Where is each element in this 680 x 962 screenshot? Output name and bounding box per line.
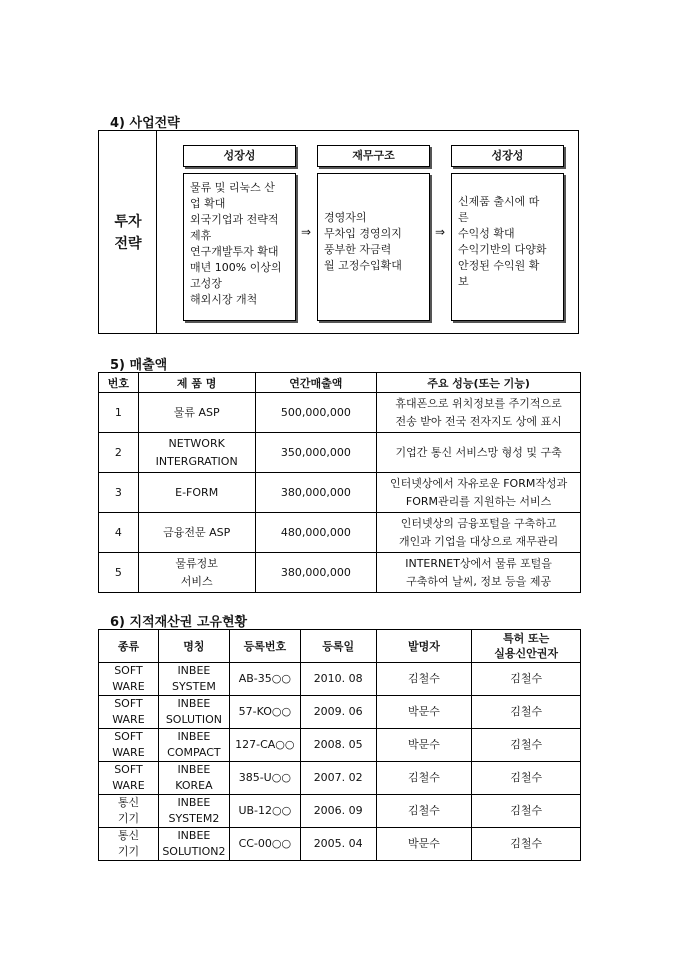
type-line: 통신 — [117, 829, 140, 842]
table-row — [99, 553, 581, 593]
feature-line: 구축하여 날씨, 정보 등을 제공 — [406, 574, 552, 588]
name-line: KOREA — [175, 779, 213, 792]
inventor-cell: 박문수 — [376, 828, 472, 861]
table-row — [99, 473, 581, 513]
number-cell: 2 — [99, 433, 139, 473]
content-line: 풍부한 자금력 — [324, 243, 392, 256]
type-cell — [99, 696, 159, 729]
number-cell: 3 — [99, 473, 139, 513]
inventor-cell: 박문수 — [376, 729, 472, 762]
type-cell — [99, 795, 159, 828]
name-line: INBEE — [177, 763, 211, 776]
type-cell — [99, 729, 159, 762]
type-line: SOFT — [114, 697, 143, 710]
investment-strategy-label — [99, 211, 157, 255]
reg-no-cell: CC-00○○ — [229, 828, 300, 861]
product-line: 물류 ASP — [173, 405, 220, 419]
header-cell: 연간매출액 — [255, 373, 377, 393]
name-line: SOLUTION — [165, 713, 222, 726]
table-row — [99, 795, 581, 828]
content-line: 안정된 수익원 확 — [458, 259, 540, 272]
product-line: E-FORM — [175, 485, 219, 499]
header-cell: 발명자 — [376, 630, 472, 663]
table-row — [99, 663, 581, 696]
content-line: 경영자의 — [324, 211, 367, 224]
inventor-cell: 김철수 — [376, 663, 472, 696]
header-cell: 종류 — [99, 630, 159, 663]
type-cell — [99, 828, 159, 861]
content-line: 무차입 경영의지 — [324, 227, 402, 240]
reg-no-cell: 385-U○○ — [229, 762, 300, 795]
number-cell: 5 — [99, 553, 139, 593]
header-cell: 등록일 — [300, 630, 376, 663]
growth-content-1 — [183, 173, 296, 321]
header-line: 특허 또는 — [502, 632, 550, 645]
feature-cell — [377, 473, 581, 513]
type-line: 기기 — [117, 845, 140, 858]
table-row — [99, 393, 581, 433]
table-row — [99, 762, 581, 795]
product-line: NETWORK — [168, 436, 225, 450]
content-line: 수익기반의 다양화 — [458, 243, 547, 256]
type-line: SOFT — [114, 763, 143, 776]
inventor-cell: 김철수 — [376, 795, 472, 828]
header-cell: 제 품 명 — [138, 373, 255, 393]
sales-header-row — [99, 373, 581, 393]
date-cell: 2006. 09 — [300, 795, 376, 828]
content-line: 보 — [458, 275, 469, 288]
growth-header-2: 성장성 — [451, 145, 564, 167]
name-cell — [158, 729, 229, 762]
section-6-title: 6) 지적재산권 고유현황 — [110, 615, 248, 630]
name-line: INBEE — [177, 730, 211, 743]
arrow-right-icon: ⇒ — [301, 225, 312, 239]
header-line: 실용신안권자 — [494, 647, 559, 660]
content-line: 업 확대 — [190, 197, 226, 210]
section-4-title: 4) 사업전략 — [110, 116, 180, 131]
table-row — [99, 433, 581, 473]
feature-line: 인터넷상의 금융포털을 구축하고 — [400, 516, 557, 530]
name-line: INBEE — [177, 829, 211, 842]
product-cell — [138, 513, 255, 553]
revenue-cell: 380,000,000 — [255, 553, 377, 593]
header-cell: 주요 성능(또는 기능) — [377, 373, 581, 393]
type-line: 통신 — [117, 796, 140, 809]
header-cell: 등록번호 — [229, 630, 300, 663]
name-line: SYSTEM — [171, 680, 216, 693]
content-line: 신제품 출시에 따 — [458, 195, 540, 208]
ip-header-row — [99, 630, 581, 663]
date-cell: 2005. 04 — [300, 828, 376, 861]
name-line: COMPACT — [167, 746, 221, 759]
content-line: 수익성 확대 — [458, 227, 515, 240]
feature-cell — [377, 513, 581, 553]
feature-line: INTERNET상에서 물류 포털을 — [405, 556, 552, 570]
reg-no-cell: UB-12○○ — [229, 795, 300, 828]
name-line: INBEE — [177, 664, 211, 677]
type-cell — [99, 762, 159, 795]
type-line: SOFT — [114, 664, 143, 677]
type-line: 기기 — [117, 812, 140, 825]
label-line: 투자 — [114, 214, 142, 230]
product-cell — [138, 553, 255, 593]
date-cell: 2009. 06 — [300, 696, 376, 729]
number-cell: 4 — [99, 513, 139, 553]
content-line: 외국기업과 전략적 — [190, 213, 279, 226]
feature-line: 휴대폰으로 위치정보를 주기적으로 — [395, 396, 562, 410]
product-line: 금융전문 ASP — [163, 525, 231, 539]
name-line: SOLUTION2 — [162, 845, 226, 858]
product-line: 물류정보 — [175, 556, 218, 570]
name-cell — [158, 762, 229, 795]
name-line: INBEE — [177, 796, 211, 809]
revenue-cell: 500,000,000 — [255, 393, 377, 433]
feature-cell — [377, 553, 581, 593]
holder-cell: 김철수 — [472, 729, 581, 762]
number-cell: 1 — [99, 393, 139, 433]
revenue-cell: 350,000,000 — [255, 433, 377, 473]
type-cell — [99, 663, 159, 696]
content-line: 연구개발투자 확대 — [190, 245, 279, 258]
table-row — [99, 696, 581, 729]
inventor-cell: 박문수 — [376, 696, 472, 729]
name-line: INBEE — [177, 697, 211, 710]
content-line: 른 — [458, 211, 469, 224]
reg-no-cell: 127-CA○○ — [229, 729, 300, 762]
feature-line: FORM관리를 지원하는 서비스 — [405, 494, 552, 508]
type-line: WARE — [112, 779, 145, 792]
content-line: 해외시장 개척 — [190, 293, 258, 306]
arrow-right-icon: ⇒ — [435, 225, 446, 239]
table-row — [99, 729, 581, 762]
strategy-label-column — [99, 131, 157, 333]
finance-structure-content — [317, 173, 430, 321]
product-cell — [138, 393, 255, 433]
inventor-cell: 김철수 — [376, 762, 472, 795]
content-line: 물류 및 리눅스 산 — [190, 181, 275, 194]
type-line: SOFT — [114, 730, 143, 743]
date-cell: 2007. 02 — [300, 762, 376, 795]
reg-no-cell: 57-KO○○ — [229, 696, 300, 729]
product-line: INTERGRATION — [155, 454, 238, 468]
name-cell — [158, 696, 229, 729]
table-row — [99, 513, 581, 553]
name-line: SYSTEM2 — [168, 812, 220, 825]
name-cell — [158, 795, 229, 828]
feature-cell — [377, 393, 581, 433]
growth-header-1: 성장성 — [183, 145, 296, 167]
type-line: WARE — [112, 680, 145, 693]
header-cell — [472, 630, 581, 663]
reg-no-cell: AB-35○○ — [229, 663, 300, 696]
feature-line: 인터넷상에서 자유로운 FORM작성과 — [389, 476, 568, 490]
revenue-cell: 380,000,000 — [255, 473, 377, 513]
table-row — [99, 828, 581, 861]
holder-cell: 김철수 — [472, 795, 581, 828]
feature-cell — [377, 433, 581, 473]
product-cell — [138, 433, 255, 473]
holder-cell: 김철수 — [472, 828, 581, 861]
holder-cell: 김철수 — [472, 696, 581, 729]
name-cell — [158, 663, 229, 696]
type-line: WARE — [112, 746, 145, 759]
content-line: 제휴 — [190, 229, 212, 242]
strategy-panel — [98, 130, 579, 334]
section-5-title: 5) 매출액 — [110, 358, 168, 373]
content-line: 매년 100% 이상의 — [190, 261, 282, 274]
product-line: 서비스 — [180, 574, 213, 588]
revenue-cell: 480,000,000 — [255, 513, 377, 553]
date-cell: 2008. 05 — [300, 729, 376, 762]
ip-table — [98, 629, 581, 861]
growth-content-2 — [451, 173, 564, 321]
header-cell: 명칭 — [158, 630, 229, 663]
header-cell: 번호 — [99, 373, 139, 393]
content-line: 월 고정수입확대 — [324, 259, 402, 272]
product-cell — [138, 473, 255, 513]
sales-table — [98, 372, 581, 593]
date-cell: 2010. 08 — [300, 663, 376, 696]
holder-cell: 김철수 — [472, 762, 581, 795]
finance-structure-header: 재무구조 — [317, 145, 430, 167]
holder-cell: 김철수 — [472, 663, 581, 696]
label-line: 전략 — [114, 236, 142, 252]
feature-line: 기업간 통신 서비스망 형성 및 구축 — [395, 445, 562, 459]
name-cell — [158, 828, 229, 861]
type-line: WARE — [112, 713, 145, 726]
content-line: 고성장 — [190, 277, 222, 290]
feature-line: 개인과 기업을 대상으로 재무관리 — [398, 534, 559, 548]
feature-line: 전송 받아 전국 전자지도 상에 표시 — [395, 414, 562, 428]
